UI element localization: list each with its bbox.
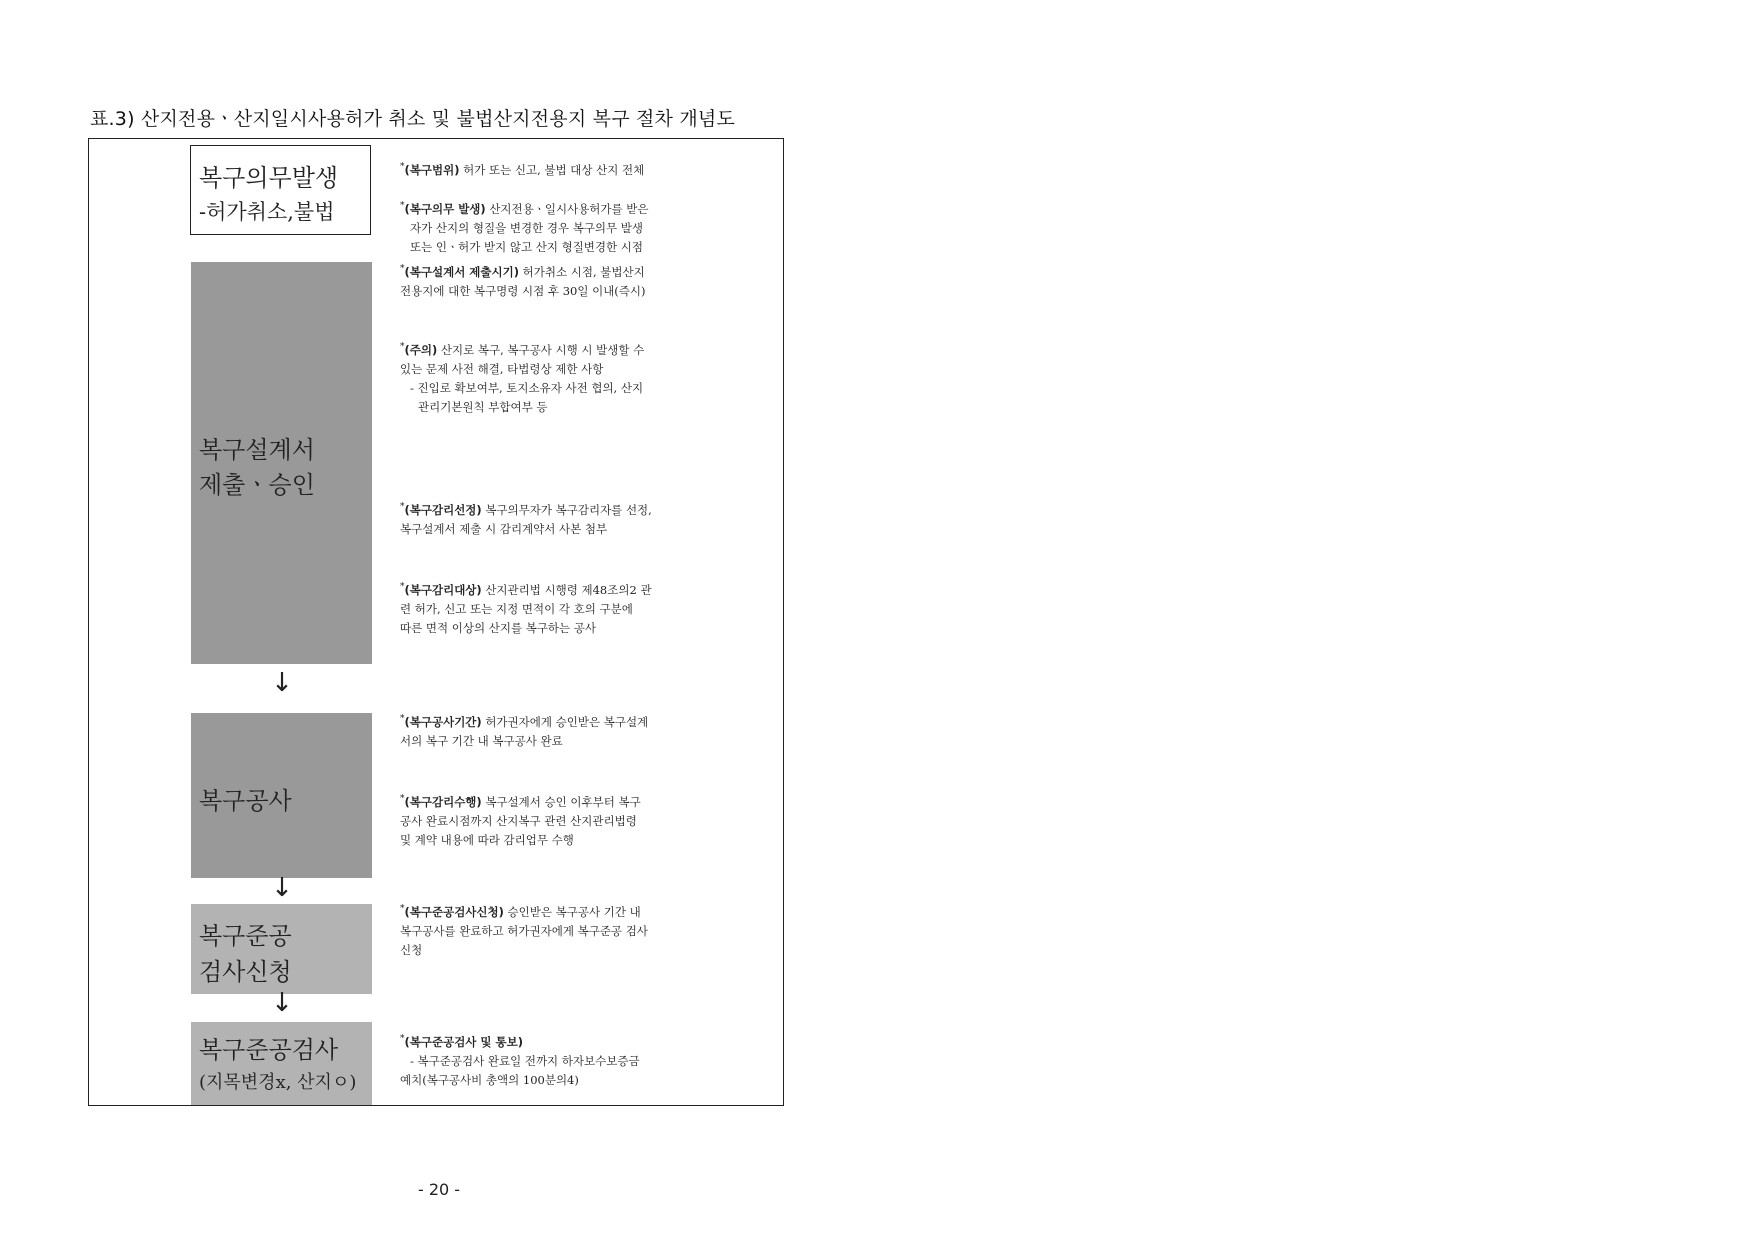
note-head: (복구설계서 제출시기) [404, 264, 519, 279]
note-line: 및 계약 내용에 따라 감리업무 수행 [400, 832, 574, 847]
note-line: 산지로 복구, 복구공사 시행 시 발생할 수 [440, 342, 645, 357]
note-marker: * [400, 264, 405, 274]
note-supervisor-selection [400, 498, 676, 539]
note-marker: * [400, 201, 405, 211]
note-line: 전용지에 대한 복구명령 시점 후 30일 이내(즉시) [400, 283, 646, 298]
note-line: 산지관리법 시행령 제48조의2 관 [485, 582, 652, 597]
step-design-submission [191, 262, 372, 664]
note-line: 신청 [400, 942, 423, 957]
note-line: 복구공사를 완료하고 허가권자에게 복구준공 검사 [400, 923, 648, 938]
note-marker: * [400, 342, 405, 352]
note-line: 련 허가, 신고 또는 지정 면적이 각 호의 구분에 [400, 601, 633, 616]
note-head: (복구감리수행) [404, 794, 482, 809]
note-line: 복구설계서 제출 시 감리계약서 사본 첨부 [400, 521, 608, 536]
note-line: 있는 문제 사전 해결, 타법령상 제한 사항 [400, 361, 604, 376]
note-obligation-occurrence [400, 197, 676, 257]
arrow-down-icon: ↓ [271, 988, 293, 1018]
note-head: (복구범위) [404, 162, 460, 177]
arrow-down-icon: ↓ [271, 668, 293, 698]
note-marker: * [400, 794, 405, 804]
note-marker: * [400, 502, 405, 512]
step1-subtitle: -허가취소,불법 [199, 200, 335, 224]
step5-title: 복구준공검사 [199, 1036, 339, 1064]
step4-line2: 검사신청 [199, 958, 292, 986]
note-head: (주의) [404, 342, 438, 357]
note-line: 산지전용ㆍ일시사용허가를 받은 [489, 201, 649, 216]
note-completion-request [400, 900, 676, 960]
note-marker: * [400, 1034, 405, 1044]
note-supervision-execution [400, 790, 676, 850]
note-design-submission-time [400, 260, 676, 301]
note-head: (복구준공검사신청) [404, 904, 504, 919]
step-completion-inspection [191, 1022, 372, 1105]
note-marker: * [400, 904, 405, 914]
note-marker: * [400, 162, 405, 172]
step4-line1: 복구준공 [199, 922, 292, 950]
step2-line1: 복구설계서 [199, 436, 315, 464]
step2-line2: 제출ㆍ승인 [199, 471, 315, 499]
note-marker: * [400, 714, 405, 724]
note-line: - 복구준공검사 완료일 전까지 하자보수보증금 [410, 1053, 640, 1068]
note-completion-inspection [400, 1030, 676, 1090]
step-completion-request [191, 904, 372, 994]
note-line: 자가 산지의 형질을 변경한 경우 복구의무 발생 [410, 220, 644, 235]
note-line: 허가 또는 신고, 불법 대상 산지 전체 [463, 162, 645, 177]
note-line: 예치(복구공사비 총액의 100분의4) [400, 1072, 579, 1087]
page-number: - 20 - [418, 1180, 461, 1199]
figure-caption: 표.3) 산지전용ㆍ산지일시사용허가 취소 및 불법산지전용지 복구 절차 개념도 [90, 108, 735, 130]
step5-subtitle: (지목변경x, 산지ㅇ) [199, 1072, 357, 1093]
step1-title: 복구의무발생 [199, 164, 339, 192]
note-line: 또는 인ㆍ허가 받지 않고 산지 형질변경한 시점 [410, 239, 644, 254]
note-line: - 진입로 확보여부, 토지소유자 사전 협의, 산지 [410, 380, 644, 395]
note-head: (복구감리대상) [404, 582, 482, 597]
note-work-period [400, 710, 676, 751]
note-head: (복구준공검사 및 통보) [404, 1034, 523, 1049]
note-supervision-target [400, 578, 676, 638]
note-line: 관리기본원칙 부합여부 등 [418, 399, 548, 414]
note-line: 복구설계서 승인 이후부터 복구 [485, 794, 641, 809]
note-marker: * [400, 582, 405, 592]
note-line: 서의 복구 기간 내 복구공사 완료 [400, 733, 563, 748]
note-head: (복구공사기간) [404, 714, 482, 729]
note-head: (복구감리선정) [404, 502, 482, 517]
note-restoration-scope [400, 158, 676, 180]
note-line: 따른 면적 이상의 산지를 복구하는 공사 [400, 620, 597, 635]
step-restoration-obligation [190, 145, 371, 235]
arrow-down-icon: ↓ [271, 873, 293, 903]
note-line: 공사 완료시점까지 산지복구 관련 산지관리법령 [400, 813, 637, 828]
note-line: 허가취소 시점, 불법산지 [522, 264, 645, 279]
note-head: (복구의무 발생) [404, 201, 486, 216]
note-caution [400, 338, 676, 417]
note-line: 허가권자에게 승인받은 복구설계 [485, 714, 649, 729]
step3-title: 복구공사 [199, 787, 292, 815]
note-line: 승인받은 복구공사 기간 내 [507, 904, 641, 919]
step-restoration-work [191, 713, 372, 878]
note-line: 복구의무자가 복구감리자를 선정, [485, 502, 652, 517]
